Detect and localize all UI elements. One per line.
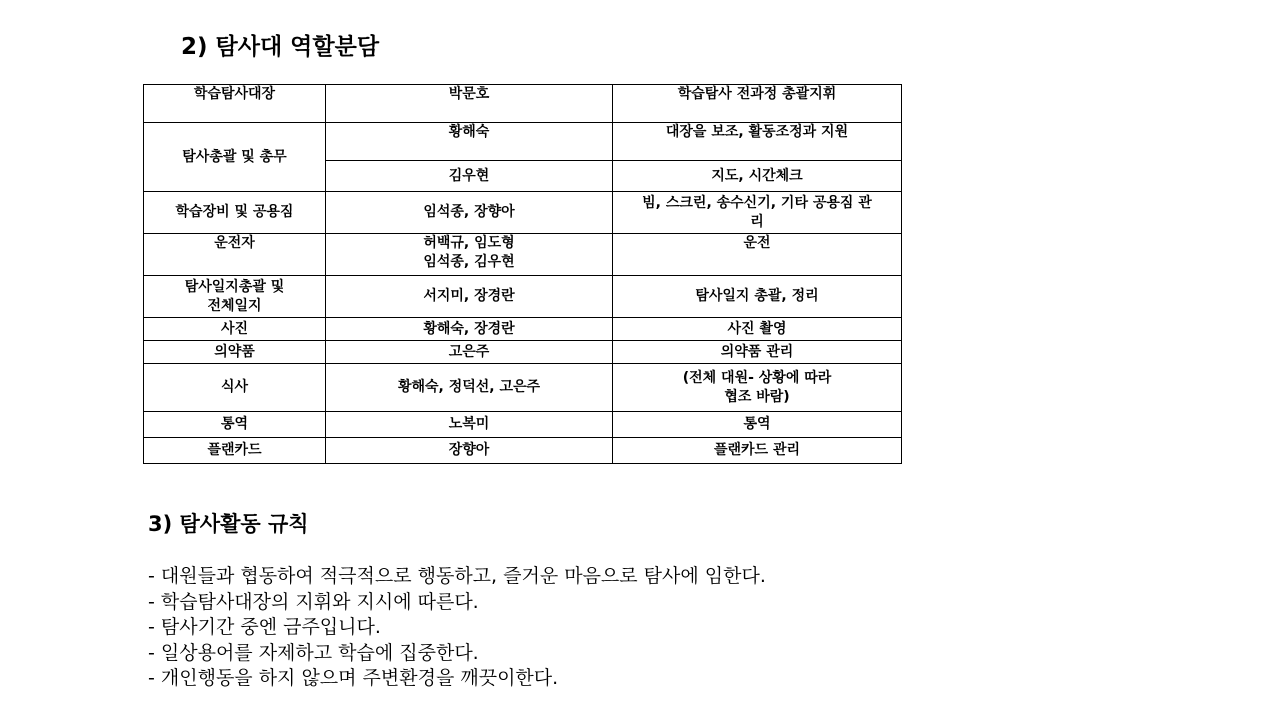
activity-rules-list xyxy=(148,564,766,692)
duty-cell: 대장을 보조, 활동조정과 지원 xyxy=(613,123,902,161)
section-3-heading: 3) 탐사활동 규칙 xyxy=(148,512,309,536)
member-cell: 황해숙, 장경란 xyxy=(326,318,613,341)
rule-item: - 학습탐사대장의 지휘와 지시에 따른다. xyxy=(148,590,479,613)
table-row xyxy=(144,412,902,438)
rule-item: - 탐사기간 중엔 금주입니다. xyxy=(148,616,381,638)
table-row xyxy=(144,341,902,364)
duty-cell: 탐사일지 총괄, 정리 xyxy=(613,276,902,318)
duty-cell: 통역 xyxy=(613,412,902,438)
duty-cell: (전체 대원- 상황에 따라 협조 바람) xyxy=(613,364,902,412)
table-row xyxy=(144,234,902,276)
duty-cell: 빔, 스크린, 송수신기, 기타 공용짐 관 리 xyxy=(613,192,902,234)
role-cell: 사진 xyxy=(144,318,326,341)
role-cell: 통역 xyxy=(144,412,326,438)
table-row xyxy=(144,192,902,234)
duty-cell: 운전 xyxy=(613,234,902,276)
role-cell: 학습탐사대장 xyxy=(144,85,326,123)
member-cell: 임석종, 장향아 xyxy=(326,192,613,234)
member-cell: 황해숙 xyxy=(326,123,613,161)
duty-cell: 사진 촬영 xyxy=(613,318,902,341)
section-2-heading: 2) 탐사대 역할분담 xyxy=(181,34,380,60)
duty-cell: 의약품 관리 xyxy=(613,341,902,364)
role-assignment-table xyxy=(143,84,902,464)
table-row xyxy=(144,438,902,464)
role-cell: 학습장비 및 공용짐 xyxy=(144,192,326,234)
member-cell: 노복미 xyxy=(326,412,613,438)
rule-item: - 일상용어를 자제하고 학습에 집중한다. xyxy=(148,641,479,664)
role-cell: 플랜카드 xyxy=(144,438,326,464)
rule-item: - 개인행동을 하지 않으며 주변환경을 깨끗이한다. xyxy=(148,667,559,689)
table-row xyxy=(144,123,902,161)
role-cell: 운전자 xyxy=(144,234,326,276)
member-cell: 황해숙, 정덕선, 고은주 xyxy=(326,364,613,412)
table-row xyxy=(144,318,902,341)
member-cell: 김우현 xyxy=(326,161,613,192)
member-cell: 서지미, 장경란 xyxy=(326,276,613,318)
member-cell: 장향아 xyxy=(326,438,613,464)
table-row xyxy=(144,364,902,412)
role-cell: 탐사일지총괄 및 전체일지 xyxy=(144,276,326,318)
role-cell: 의약품 xyxy=(144,341,326,364)
role-cell: 식사 xyxy=(144,364,326,412)
rule-item: - 대원들과 협동하여 적극적으로 행동하고, 즐거운 마음으로 탐사에 임한다. xyxy=(148,565,766,587)
duty-cell: 플랜카드 관리 xyxy=(613,438,902,464)
table-row xyxy=(144,85,902,123)
table-row xyxy=(144,276,902,318)
member-cell: 고은주 xyxy=(326,341,613,364)
role-cell: 탐사총괄 및 총무 xyxy=(144,123,326,192)
member-cell: 허백규, 임도형 임석종, 김우현 xyxy=(326,234,613,276)
duty-cell: 학습탐사 전과정 총괄지휘 xyxy=(613,85,902,123)
member-cell: 박문호 xyxy=(326,85,613,123)
duty-cell: 지도, 시간체크 xyxy=(613,161,902,192)
